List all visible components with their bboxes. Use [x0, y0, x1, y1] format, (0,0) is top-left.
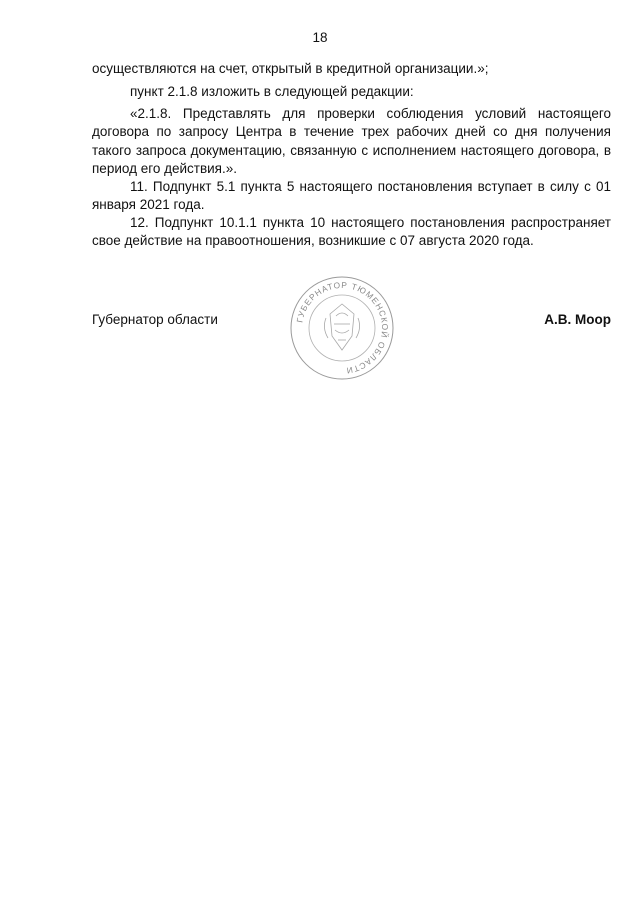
paragraph-item-12: 12. Подпункт 10.1.1 пункта 10 настоящего постановления распространяет свое действие на правоотношения, возникшие с 07 августа 2020 года. [92, 215, 611, 249]
seal-emblem-icon [324, 304, 359, 350]
paragraph-amendment-intro: пункт 2.1.8 изложить в следующей редакции: [130, 84, 414, 99]
seal-outer-ring [291, 277, 393, 379]
page-number: 18 [312, 30, 328, 45]
paragraph-item-11: 11. Подпункт 5.1 пункта 5 настоящего постановления вступает в силу с 01 января 2021 года. [92, 179, 611, 213]
paragraph-clause-2-1-8: «2.1.8. Представлять для проверки соблюдения условий настоящего договора по запросу Центра в течение трех рабочих дней со дня получения такого запроса документацию, связанную с исполнением настоящего договора, в период его действия.». [92, 106, 611, 177]
paragraph-continuation: осуществляются на счет, открытый в кредитной организации.»; [92, 61, 489, 76]
signature-title: Губернатор области [92, 312, 218, 327]
seal-ring-text: ГУБЕРНАТОР ТЮМЕНСКОЙ ОБЛАСТИ [294, 279, 391, 376]
official-seal-icon [288, 274, 396, 382]
signature-name: А.В. Моор [544, 312, 611, 327]
seal-inner-ring [309, 295, 375, 361]
